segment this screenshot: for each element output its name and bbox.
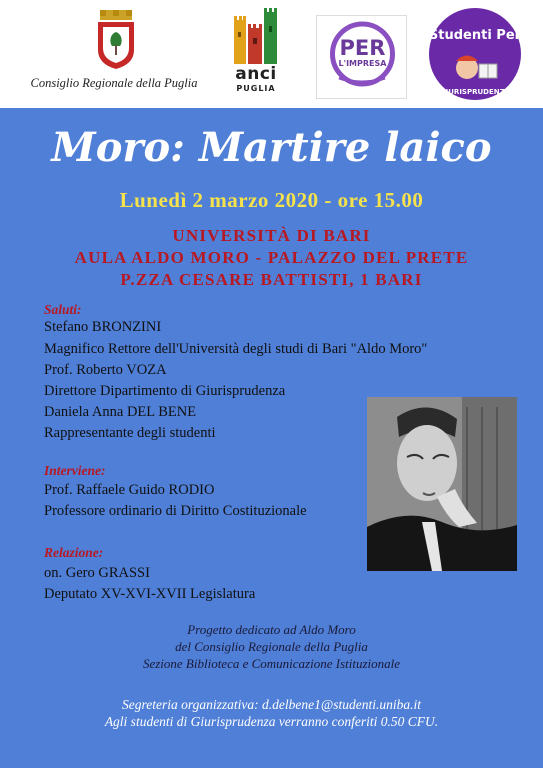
venue-address: P.ZZA CESARE BATTISTI, 1 BARI [120, 270, 423, 289]
per-limpresa-logo [316, 15, 407, 99]
venue-hall: AULA ALDO MORO - PALAZZO DEL PRETE [74, 248, 469, 267]
saluti-line: Prof. Roberto VOZA [44, 362, 167, 378]
anci-puglia-logo [228, 6, 284, 100]
studenti-title: Studenti Per [428, 28, 522, 43]
anci-text: anci [235, 64, 277, 84]
saluti-line: Rappresentante degli studenti [44, 425, 216, 441]
saluti-line: Magnifico Rettore dell'Università degli studi di Bari "Aldo Moro" [44, 341, 428, 357]
saluti-line: Daniela Anna DEL BENE [44, 404, 197, 420]
interviene-line: Professore ordinario di Diritto Costituzionale [44, 503, 307, 519]
logo-band [0, 0, 543, 108]
venue-university: UNIVERSITÀ DI BARI [172, 226, 371, 245]
relazione-line: Deputato XV-XVI-XVII Legislatura [44, 586, 256, 602]
cfu-notice: Agli studenti di Giurisprudenza verranno conferiti 0.50 CFU. [104, 714, 439, 729]
interviene-line: Prof. Raffaele Guido RODIO [44, 482, 215, 498]
saluti-label: Saluti: [44, 302, 82, 317]
consiglio-caption: Consiglio Regionale della Puglia [30, 76, 198, 90]
puglia-crest-icon [94, 10, 138, 70]
saluti-line: Stefano BRONZINI [44, 319, 162, 335]
event-datetime: Lunedì 2 marzo 2020 - ore 15.00 [119, 188, 424, 212]
project-line: Progetto dedicato ad Aldo Moro [187, 622, 356, 637]
castle-icon [228, 6, 284, 64]
project-line: del Consiglio Regionale della Puglia [175, 639, 368, 654]
project-line: Sezione Biblioteca e Comunicazione Istituzionale [142, 656, 401, 671]
consiglio-regionale-logo [14, 8, 214, 100]
anci-subtitle: PUGLIA [236, 84, 276, 93]
studenti-per-giurisprudenza-logo [421, 6, 529, 102]
relazione-line: on. Gero GRASSI [44, 565, 150, 581]
saluti-line: Direttore Dipartimento di Giurisprudenza [44, 383, 286, 399]
per-subtitle: L'IMPRESA [338, 59, 387, 68]
event-title: Moro: Martire laico [51, 124, 492, 171]
per-text: PER [339, 36, 386, 60]
studenti-subtitle: GIURISPRUDENZA [439, 88, 511, 96]
segreteria-contact: Segreteria organizzativa: d.delbene1@studenti.uniba.it [121, 697, 421, 712]
aldo-moro-portrait [367, 397, 517, 571]
relazione-label: Relazione: [44, 545, 104, 560]
portrait-image-icon [367, 397, 517, 571]
interviene-label: Interviene: [44, 463, 106, 478]
